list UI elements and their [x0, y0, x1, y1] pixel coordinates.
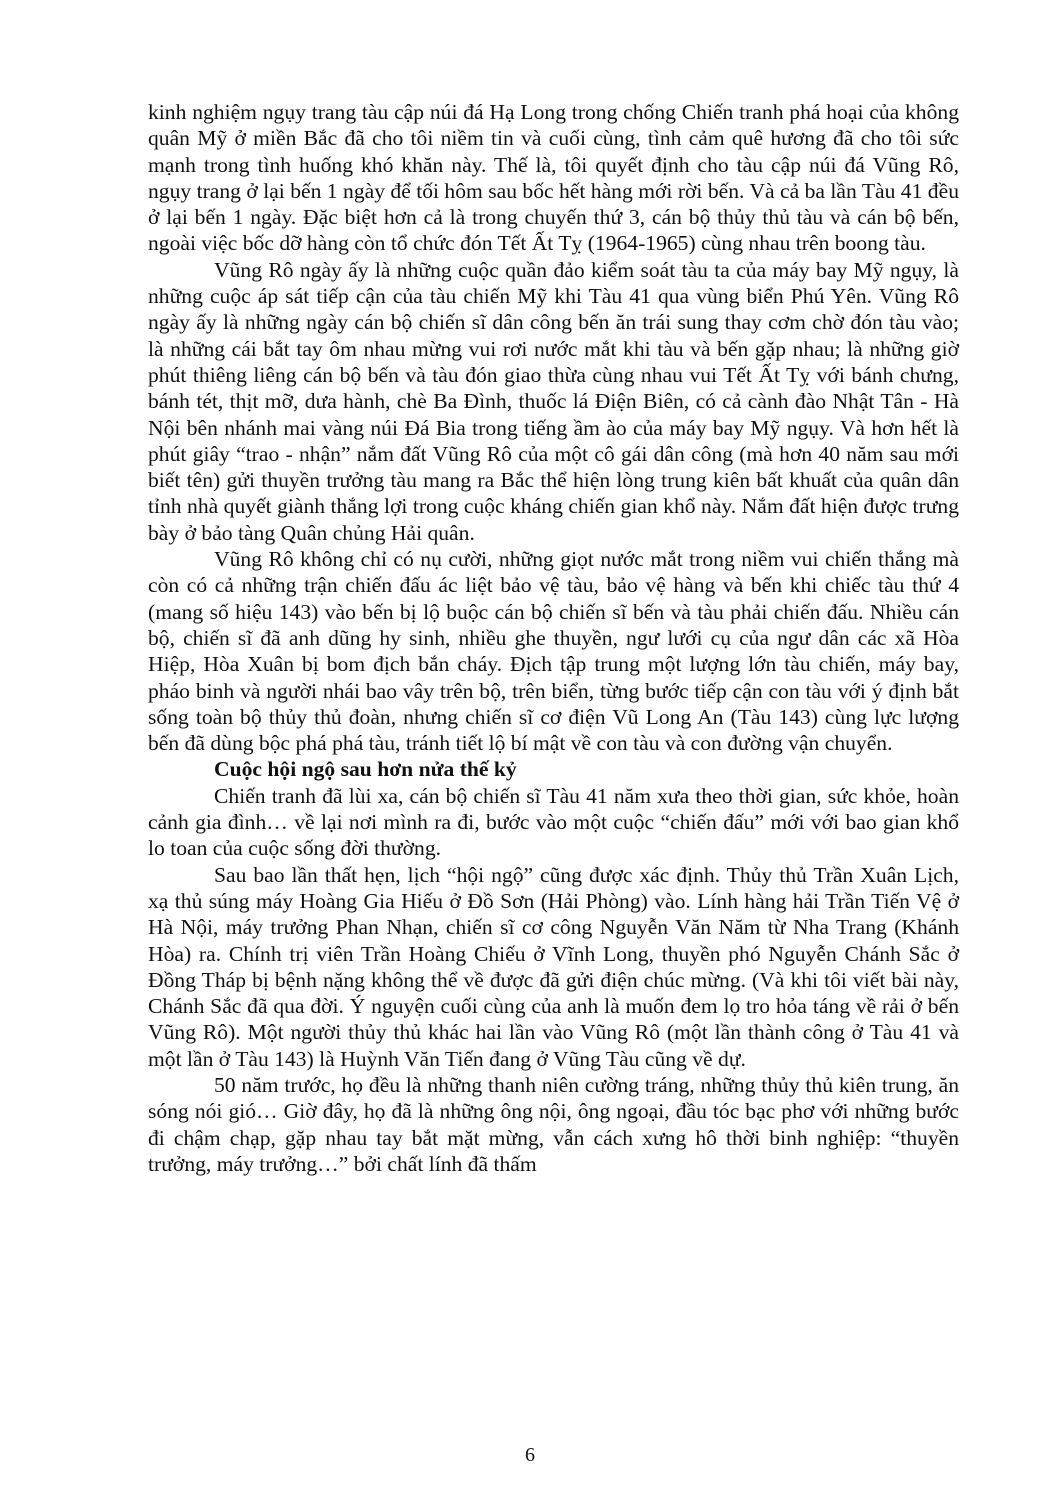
page-number: 6: [525, 1444, 535, 1466]
paragraph: 50 năm trước, họ đều là những thanh niên cường tráng, những thủy thủ kiên trung, ăn sóng nói gió… Giờ đây, họ đã là những ông nội, ông ngoại, đầu tóc bạc phơ với những bước đi chậm chạp, gặp nhau tay bắt mặt mừng, vẫn cách xưng hô thời binh nghiệp: “thuyền trưởng, máy trưởng…” bởi chất lính đã thấm: [148, 1072, 959, 1176]
paragraph-continuation: kinh nghiệm ngụy trang tàu cập núi đá Hạ Long trong chống Chiến tranh phá hoại của không quân Mỹ ở miền Bắc đã cho tôi niềm tin và cuối cùng, tình cảm quê hương đã cho tôi sức mạnh trong tình huống khó khăn này. Thế là, tôi quyết định cho tàu cập núi đá Vũng Rô, ngụy trang ở lại bến 1 ngày để tối hôm sau bốc hết hàng mới rời bến. Và cả ba lần Tàu 41 đều ở lại bến 1 ngày. Đặc biệt hơn cả là trong chuyến thứ 3, cán bộ thủy thủ tàu và cán bộ bến, ngoài việc bốc dỡ hàng còn tổ chức đón Tết Ất Tỵ (1964-1965) cùng nhau trên boong tàu.: [148, 100, 959, 256]
paragraph: Vũng Rô ngày ấy là những cuộc quần đảo kiểm soát tàu ta của máy bay Mỹ ngụy, là những cuộc áp sát tiếp cận của tàu chiến Mỹ khi Tàu 41 qua vùng biển Phú Yên. Vũng Rô ngày ấy là những ngày cán bộ chiến sĩ dân công bến ăn trái sung thay cơm chờ đón tàu vào; là những cái bắt tay ôm nhau mừng vui rơi nước mắt khi tàu và bến gặp nhau; là những giờ phút thiêng liêng cán bộ bến và tàu đón giao thừa cùng nhau vui Tết Ất Tỵ với bánh chưng, bánh tét, thịt mỡ, dưa hành, chè Ba Đình, thuốc lá Điện Biên, có cả cành đào Nhật Tân - Hà Nội bên nhánh mai vàng núi Đá Bia trong tiếng ầm ào của máy bay Mỹ ngụy. Và hơn hết là phút giây “trao - nhận” nắm đất Vũng Rô của một cô gái dân công (mà hơn 40 năm sau mới biết tên) gửi thuyền trưởng tàu mang ra Bắc thể hiện lòng trung kiên bất khuất của quân dân tỉnh nhà quyết giành thắng lợi trong cuộc kháng chiến gian khổ này. Nắm đất hiện được trưng bày ở bảo tàng Quân chủng Hải quân.: [148, 257, 959, 545]
document-body: [148, 99, 959, 1177]
paragraph: Sau bao lần thất hẹn, lịch “hội ngộ” cũng được xác định. Thủy thủ Trần Xuân Lịch, xạ thủ súng máy Hoàng Gia Hiếu ở Đồ Sơn (Hải Phòng) vào. Lính hàng hải Trần Tiến Vệ ở Hà Nội, máy trưởng Phan Nhạn, chiến sĩ cơ công Nguyễn Văn Năm từ Nha Trang (Khánh Hòa) ra. Chính trị viên Trần Hoàng Chiếu ở Vĩnh Long, thuyền phó Nguyễn Chánh Sắc ở Đồng Tháp bị bệnh nặng không thể về được đã gửi điện chúc mừng. (Và khi tôi viết bài này, Chánh Sắc đã qua đời. Ý nguyện cuối cùng của anh là muốn đem lọ tro hỏa táng về rải ở bến Vũng Rô). Một người thủy thủ khác hai lần vào Vũng Rô (một lần thành công ở Tàu 41 và một lần ở Tàu 143) là Huỳnh Văn Tiến đang ở Vũng Tàu cũng về dự.: [148, 862, 959, 1071]
paragraph: Chiến tranh đã lùi xa, cán bộ chiến sĩ Tàu 41 năm xưa theo thời gian, sức khỏe, hoàn cảnh gia đình… về lại nơi mình ra đi, bước vào một cuộc “chiến đấu” mới với bao gian khổ lo toan của cuộc sống đời thường.: [148, 783, 959, 861]
section-heading: Cuộc hội ngộ sau hơn nửa thế kỷ: [214, 757, 517, 782]
paragraph: Vũng Rô không chỉ có nụ cười, những giọt nước mắt trong niềm vui chiến thắng mà còn có cả những trận chiến đấu ác liệt bảo vệ tàu, bảo vệ hàng và bến khi chiếc tàu thứ 4 (mang số hiệu 143) vào bến bị lộ buộc cán bộ chiến sĩ bến và tàu phải chiến đấu. Nhiều cán bộ, chiến sĩ đã anh dũng hy sinh, nhiều ghe thuyền, ngư lưới cụ của ngư dân các xã Hòa Hiệp, Hòa Xuân bị bom địch bắn cháy. Địch tập trung một lượng lớn tàu chiến, máy bay, pháo binh và người nhái bao vây trên bộ, trên biển, từng bước tiếp cận con tàu với ý định bắt sống toàn bộ thủy thủ đoàn, nhưng chiến sĩ cơ điện Vũ Long An (Tàu 143) cùng lực lượng bến đã dùng bộc phá phá tàu, tránh tiết lộ bí mật về con tàu và con đường vận chuyển.: [148, 547, 959, 756]
